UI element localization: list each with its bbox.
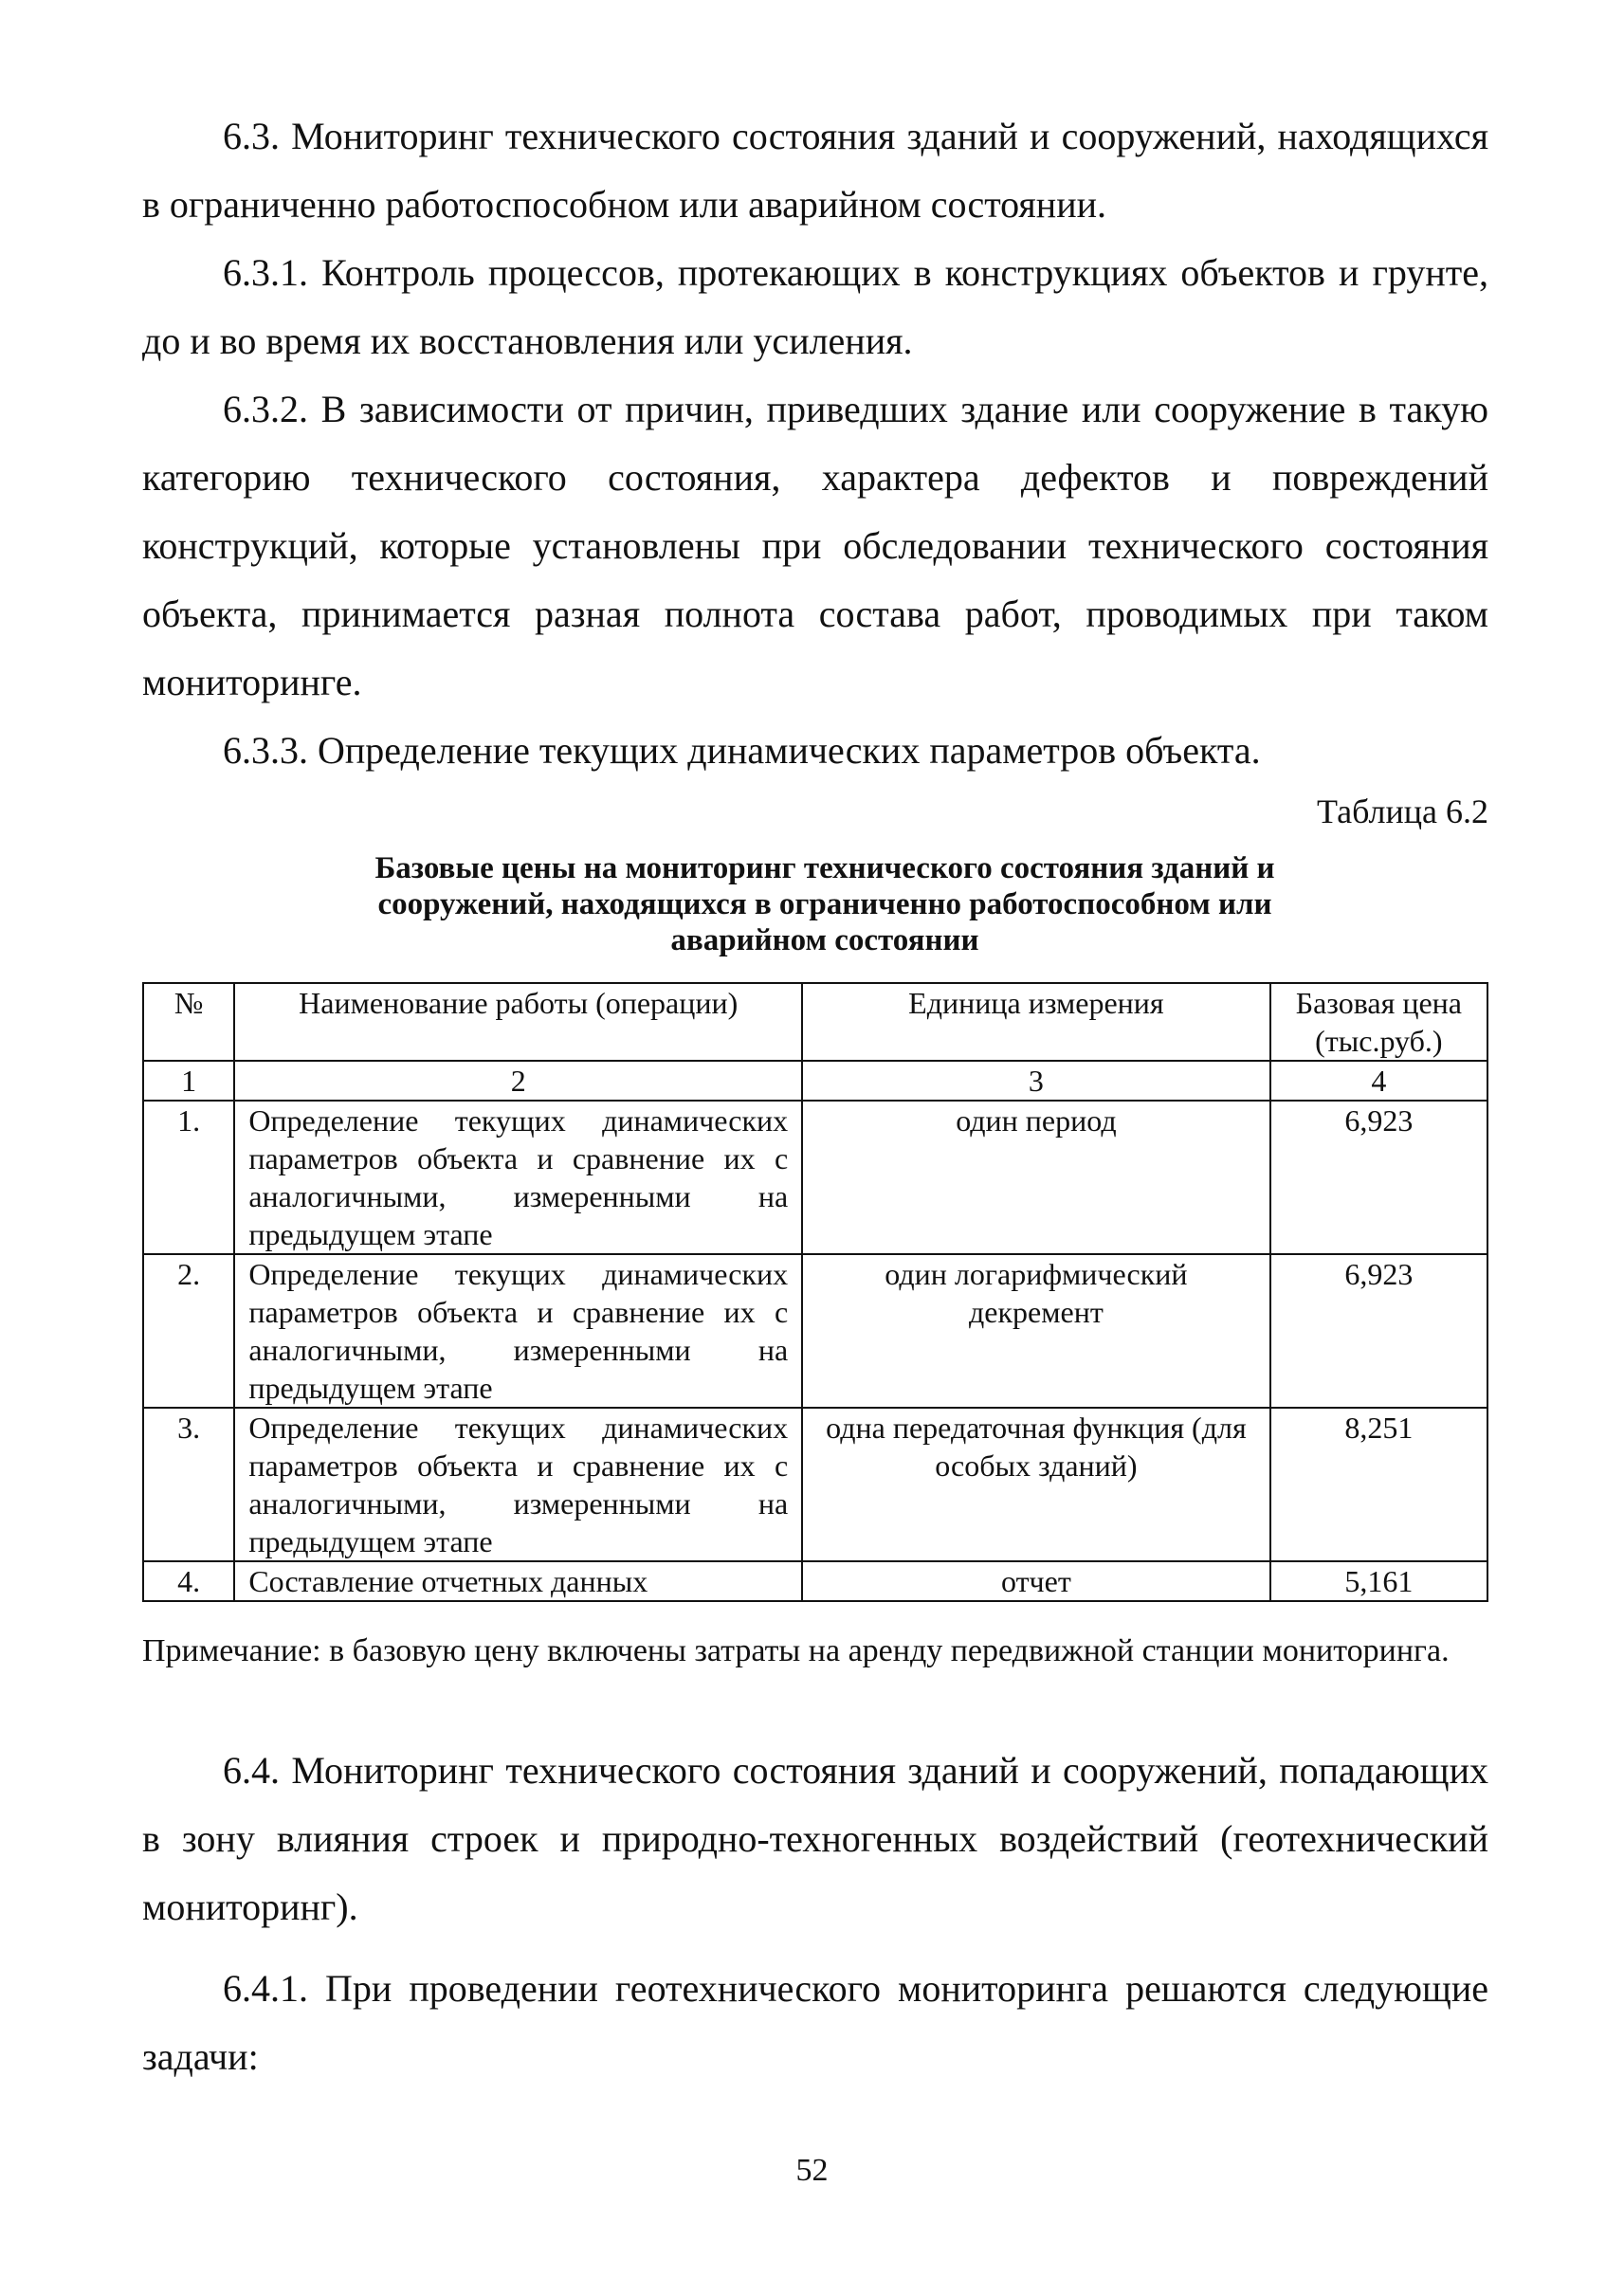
paragraph-6-4: 6.4. Мониторинг технического состояния зданий и сооружений, попадающих в зону влияния строек и природно-техногенных воздействий (геотехнический мониторинг). xyxy=(142,1749,1488,1928)
row-price: 5,161 xyxy=(1270,1561,1487,1601)
section-6-3-text xyxy=(142,102,1488,785)
table-row xyxy=(143,1408,1487,1561)
paragraph-6-3-3: 6.3.3. Определение текущих динамических параметров объекта. xyxy=(223,729,1261,772)
row-number: 3. xyxy=(143,1408,234,1561)
page-number: 52 xyxy=(795,2153,829,2188)
price-table xyxy=(142,982,1488,1602)
paragraph-6-4-1: 6.4.1. При проведении геотехнического мониторинга решаются следующие задачи: xyxy=(142,1967,1488,2078)
table-row xyxy=(143,1101,1487,1254)
row-unit: один период xyxy=(802,1101,1270,1254)
table-title: Базовые цены на мониторинг технического состояния зданий и сооружений, находящихся в ограниченно работоспособном или аварийном состоянии xyxy=(374,851,1275,957)
table-row xyxy=(143,1254,1487,1408)
column-number-1: 1 xyxy=(143,1061,234,1101)
row-unit: один логарифмический декремент xyxy=(802,1254,1270,1408)
header-price: Базовая цена (тыс.руб.) xyxy=(1270,983,1487,1061)
column-number-2: 2 xyxy=(234,1061,802,1101)
header-number: № xyxy=(143,983,234,1061)
row-price: 8,251 xyxy=(1270,1408,1487,1561)
row-work-name: Определение текущих динамических параметров объекта и сравнение их с аналогичными, измеренными на предыдущем этапе xyxy=(234,1101,802,1254)
header-unit: Единица измерения xyxy=(802,983,1270,1061)
table-label: Таблица 6.2 xyxy=(1317,792,1488,830)
paragraph-6-3: 6.3. Мониторинг технического состояния зданий и сооружений, находящихся в ограниченно работоспособном или аварийном состоянии. xyxy=(142,115,1488,226)
section-6-4-text xyxy=(142,1737,1488,2091)
row-number: 2. xyxy=(143,1254,234,1408)
table-row xyxy=(143,1561,1487,1601)
paragraph-6-3-2: 6.3.2. В зависимости от причин, приведших здание или сооружение в такую категорию технического состояния, характера дефектов и повреждений конструкций, которые установлены при обследовании технического состояния объекта, принимается разная полнота состава работ, проводимых при таком мониторинге. xyxy=(142,388,1488,703)
row-number: 1. xyxy=(143,1101,234,1254)
row-work-name: Составление отчетных данных xyxy=(234,1561,802,1601)
paragraph-6-3-1: 6.3.1. Контроль процессов, протекающих в конструкциях объектов и грунте, до и во время их восстановления или усиления. xyxy=(142,251,1488,362)
row-unit: отчет xyxy=(802,1561,1270,1601)
table-note: Примечание: в базовую цену включены затраты на аренду передвижной станции мониторинга. xyxy=(142,1633,1450,1668)
header-work-name: Наименование работы (операции) xyxy=(234,983,802,1061)
row-unit: одна передаточная функция (для особых зданий) xyxy=(802,1408,1270,1561)
row-number: 4. xyxy=(143,1561,234,1601)
row-work-name: Определение текущих динамических параметров объекта и сравнение их с аналогичными, измеренными на предыдущем этапе xyxy=(234,1254,802,1408)
row-price: 6,923 xyxy=(1270,1254,1487,1408)
column-number-4: 4 xyxy=(1270,1061,1487,1101)
row-work-name: Определение текущих динамических параметров объекта и сравнение их с аналогичными, измеренными на предыдущем этапе xyxy=(234,1408,802,1561)
table-header-row xyxy=(143,983,1487,1061)
column-number-3: 3 xyxy=(802,1061,1270,1101)
column-number-row xyxy=(143,1061,1487,1101)
row-price: 6,923 xyxy=(1270,1101,1487,1254)
